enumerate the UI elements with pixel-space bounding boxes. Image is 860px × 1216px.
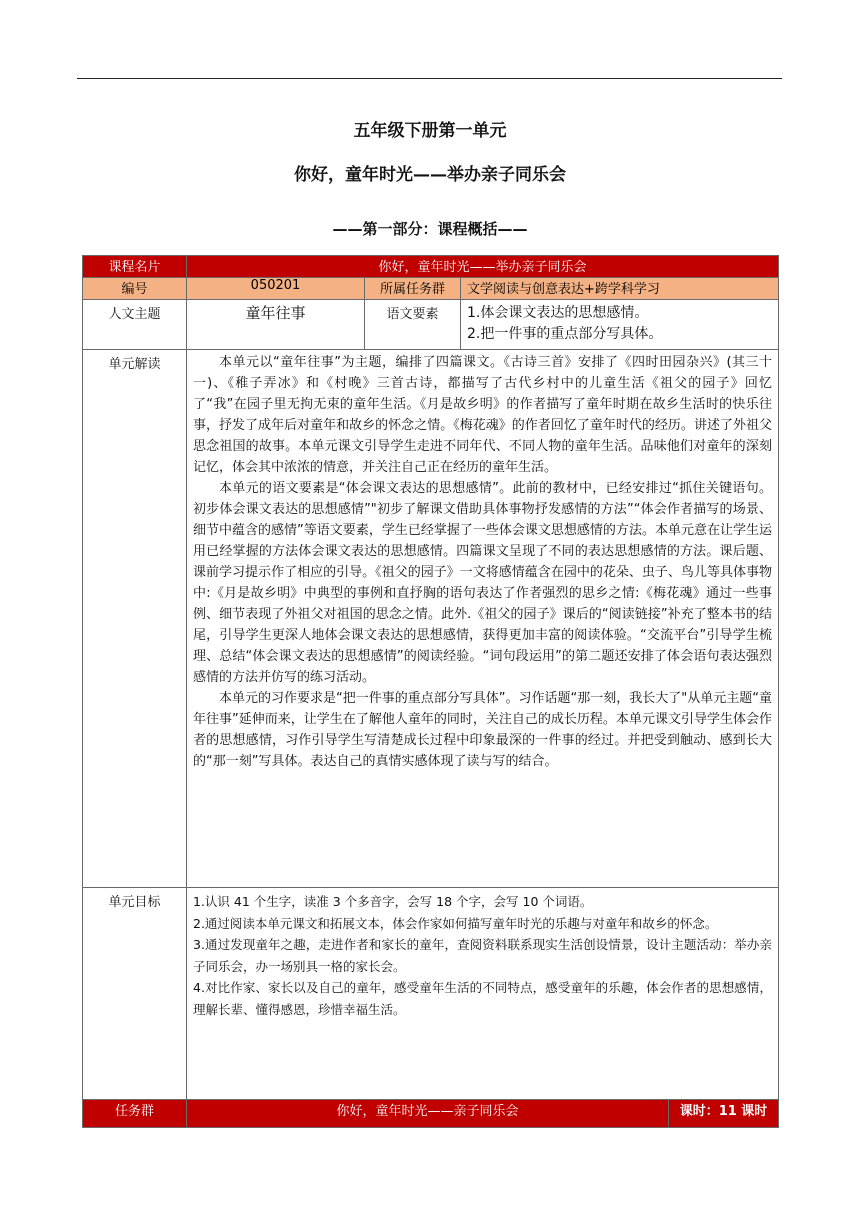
interpretation-paragraph: 本单元以“童年往事”为主题，编排了四篇课文。《古诗三首》安排了《四时田园杂兴》(其三十一)、《稚子弄冰》和《村晚》三首古诗，都描写了古代乡村中的儿童生活《祖父的园子》回忆了“我”在园子里无拘无束的童年生活。《月是故乡明》的作者描写了童年时期在故乡生活时的快乐往事，抒发了成年后对童年和故乡的怀念之情。《梅花魂》的作者回忆了童年时代的经历。讲述了外祖父思念祖国的故事。本单元课文引导学生走进不同年代、不同人物的童年生活。品味他们对童年的深刻记忆，体会其中浓浓的情意，并关注自己正在经历的童年生活。 (193, 355, 773, 475)
goals-row (83, 888, 779, 1100)
task-group-row (83, 1100, 779, 1128)
element-item: 1.体会课文表达的思想感情。 (467, 305, 649, 321)
theme-value: 童年往事 (187, 300, 365, 350)
number-row (83, 278, 779, 300)
interpretation-paragraph: 本单元的语文要素是“体会课文表达的思想感情”。此前的教材中，已经安排过“抓住关键语句。初步体会课文表达的思想感情”"初步了解课文借助具体事物抒发感情的方法”“体会作者描写的场景、细节中蕴含的感情”等语文要素，学生已经掌握了一些体会课文思想感情的方法。本单元意在让学生运用已经掌握的方法体会课文表达的思想感情。四篇课文呈现了不同的表达思想感情的方法。课后题、课前学习提示作了相应的引导。《祖父的园子》一文将感情蕴含在园中的花朵、虫子、鸟儿等具体事物中:《月是故乡明》中典型的事例和直抒胸的语句表达了作者强烈的思乡之情:《梅花魂》通过一些事例、细节表现了外祖父对祖国的思念之情。此外.《祖父的园子》课后的“阅读链接”补充了整本书的结尾，引导学生更深人地体会课文表达的思想感情，获得更加丰富的阅读体验。“交流平台”引导学生梳理、总结“体会课文表达的思想感情”的阅读经验。“词句段运用”的第二题还安排了体会语句表达强烈感情的方法并仿写的练习活动。 (193, 481, 773, 685)
section-heading: ——第一部分：课程概括—— (332, 220, 528, 238)
task-group-row-value: 你好，童年时光——亲子同乐会 (187, 1100, 669, 1128)
course-name-label: 课程名片 (83, 256, 187, 278)
course-name-row (83, 256, 779, 278)
course-overview-table (82, 255, 779, 1128)
theme-label: 人文主题 (83, 300, 187, 350)
theme-row (83, 300, 779, 350)
element-list (461, 300, 779, 350)
interpretation-content (187, 350, 779, 888)
goal-item: 3.通过发现童年之趣，走进作者和家长的童年，查阅资料联系现实生活创设情景，设计主题活动：举办亲子同乐会，办一场别具一格的家长会。 (193, 937, 773, 974)
goal-item: 1.认识 41 个生字，读准 3 个多音字，会写 18 个字，会写 10 个词语。 (193, 894, 593, 909)
doc-subtitle: 你好，童年时光——举办亲子同乐会 (294, 165, 566, 185)
interpretation-paragraph: 本单元的习作要求是“把一件事的重点部分写具体”。习作话题“那一刻，我长大了"从单元主题“童年往事”延伸而来，让学生在了解他人童年的同时，关注自己的成长历程。本单元课文引导学生体会作者的思想感情，习作引导学生写清楚成长过程中印象最深的一件事的经过。并把受到触动、感到长大的“那一刻”写具体。表达自己的真情实感体现了读与写的结合。 (193, 691, 773, 769)
element-item: 2.把一件事的重点部分写具体。 (467, 326, 663, 342)
task-group-value: 文学阅读与创意表达+跨学科学习 (461, 278, 779, 300)
class-hours: 课时：11 课时 (669, 1100, 779, 1128)
top-rule (77, 78, 782, 79)
goals-label: 单元目标 (83, 888, 187, 1100)
interpretation-row (83, 350, 779, 888)
number-label: 编号 (83, 278, 187, 300)
task-group-row-label: 任务群 (83, 1100, 187, 1128)
number-value: 050201 (187, 278, 365, 300)
goals-content (187, 888, 779, 1100)
course-name-value: 你好，童年时光——举办亲子同乐会 (187, 256, 779, 278)
interpretation-label: 单元解读 (83, 350, 187, 888)
element-label: 语文要素 (365, 300, 461, 350)
goal-item: 4.对比作家、家长以及自己的童年，感受童年生活的不同特点，感受童年的乐趣，体会作者的思想感情，理解长辈、懂得感恩，珍惜幸福生活。 (193, 980, 773, 1017)
task-group-label: 所属任务群 (365, 278, 461, 300)
goal-item: 2.通过阅读本单元课文和拓展文本，体会作家如何描写童年时光的乐趣与对童年和故乡的怀念。 (193, 915, 718, 931)
doc-title: 五年级下册第一单元 (353, 121, 507, 141)
